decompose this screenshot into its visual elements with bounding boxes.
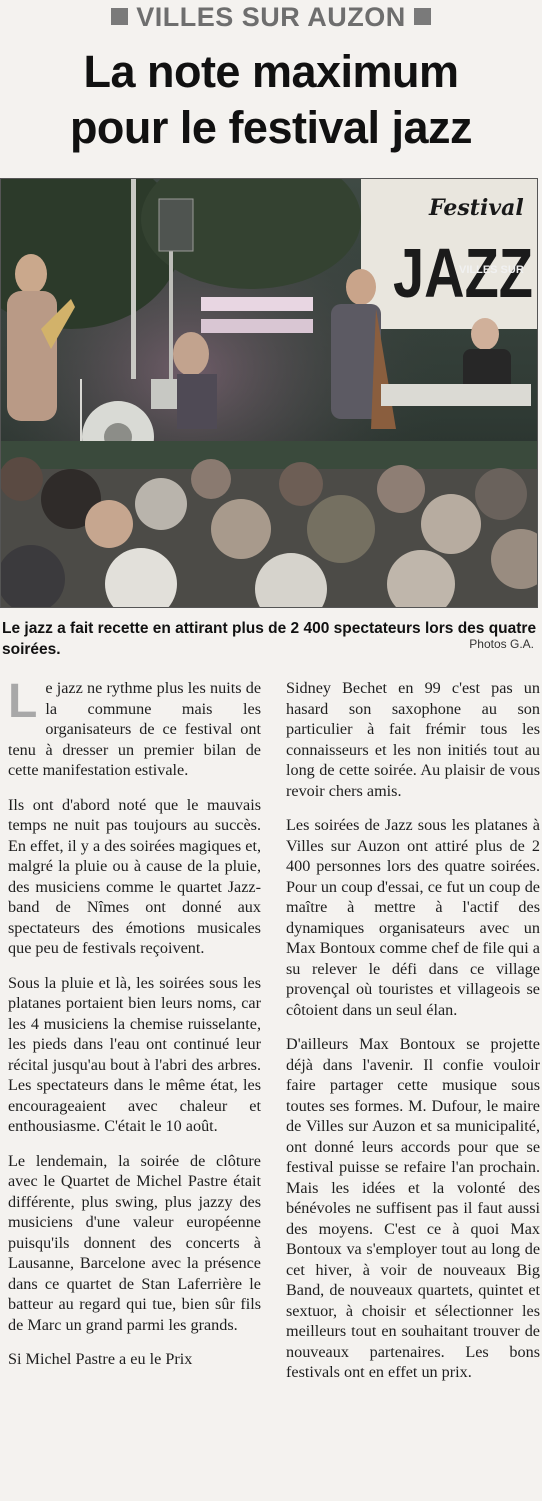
drop-cap: L bbox=[8, 675, 38, 728]
photo-caption: Le jazz a fait recette en attirant plus de 2 400 spectateurs lors des quatre soirées. bbox=[2, 620, 537, 658]
article-column-1 bbox=[8, 675, 261, 1370]
square-bullet-icon bbox=[111, 8, 128, 25]
article-paragraph: Sidney Bechet en 99 c'est pas un hasard son saxophone au son particulier à fait frémir tous les connaisseurs et les non initiés tout au long de cette soirée. Au plaisir de vous revoir chers amis. bbox=[286, 679, 540, 800]
square-bullet-icon bbox=[414, 8, 431, 25]
photo-credit: Photos G.A. bbox=[469, 637, 534, 651]
article-paragraph bbox=[8, 675, 261, 781]
article-paragraph: Si Michel Pastre a eu le Prix bbox=[8, 1350, 193, 1368]
article-paragraph: Le lendemain, la soirée de clôture avec le Quartet de Michel Pastre était différente, plus swing, plus jazzy des musiciens d'une valeur européenne puisqu'ils donnent des concerts à Lausanne, Barcelone avec la présence dans ce quartet de Stan Laferrière le batteur au regard qui tue, bien sûr fils de Marc un grand parmi les grands. bbox=[8, 1151, 261, 1334]
banner-place-word: VILLES SUR bbox=[459, 264, 524, 276]
headline-line-2: pour le festival jazz bbox=[69, 102, 473, 153]
stage-pole bbox=[131, 179, 136, 379]
article-paragraph-text: e jazz ne rythme plus les nuits de la commune mais les organisateurs de ce festival ont tenu à dresser un premier bilan de cette manifestation estivale. bbox=[8, 679, 261, 779]
audience bbox=[1, 457, 537, 607]
concert-photo bbox=[0, 178, 538, 608]
stage-light-strip bbox=[201, 297, 313, 311]
kicker-text: VILLES SUR AUZON bbox=[136, 2, 406, 32]
festival-banner bbox=[361, 179, 537, 329]
headline-line-1: La note maximum bbox=[83, 46, 459, 97]
article-paragraph: Les soirées de Jazz sous les platanes à Villes sur Auzon ont attiré plus de 2 400 personnes lors des quatre soirées. Pour un coup d'essai, ce fut un coup de maître à mettre à l'actif des dynamiques organisateurs avec un Max Bontoux comme chef de file qui a su relever le défi dans ce village provençal où touristes et villageois se côtoient dans un seul élan. bbox=[286, 816, 540, 1019]
banner-jazz-word: JAZZ bbox=[393, 234, 533, 312]
concert-photo-illustration bbox=[1, 179, 537, 607]
article-paragraph: Sous la pluie et là, les soirées sous les platanes portaient bien leurs noms, car les 4 musiciens la chemise ruisselante, les pieds dans l'eau ont continué leur récital jusqu'au bout à l'abri des arbres. Les spectateurs dans le même état, les encourageaient avec chaleur et enthousiasme. C'était le 10 août. bbox=[8, 973, 261, 1135]
stage-light-strip bbox=[201, 319, 313, 333]
article-column-2 bbox=[286, 678, 540, 1383]
article-paragraph: Ils ont d'abord noté que le mauvais temps ne nuit pas toujours au succès. En effet, il y a des soirées magiques et, malgré la pluie ou à cause de la pluie, des musiciens comme le quartet Jazz-band de Nîmes ont donné aux spectateurs des émotions musicales que peu de festivals reçoivent. bbox=[8, 795, 261, 957]
section-kicker bbox=[0, 2, 542, 33]
speaker-box bbox=[159, 199, 193, 251]
article-paragraph: D'ailleurs Max Bontoux se projette déjà dans l'avenir. Il confie vouloir faire partager cette musique sous toutes ses formes. M. Dufour, le maire de Villes sur Auzon et sa municipalité, ont donné leurs accords pour que se festival puisse se refaire l'an prochain. Mais les idées et la volonté des bénévoles ne suffisent pas il faut aussi des moyens. C'est ce à quoi Max Bontoux va s'employer tout au long de cet hiver, à voir de nouveaux Big Band, de nouveaux quartets, quintet et sextuor, à choisir et sélectionner les meilleurs tout en souhaitant trouver de nouveaux partenaires. Les bons festivals ont en effet un prix. bbox=[286, 1035, 540, 1381]
banner-festival-word: Festival bbox=[429, 195, 524, 221]
headline bbox=[0, 44, 542, 156]
